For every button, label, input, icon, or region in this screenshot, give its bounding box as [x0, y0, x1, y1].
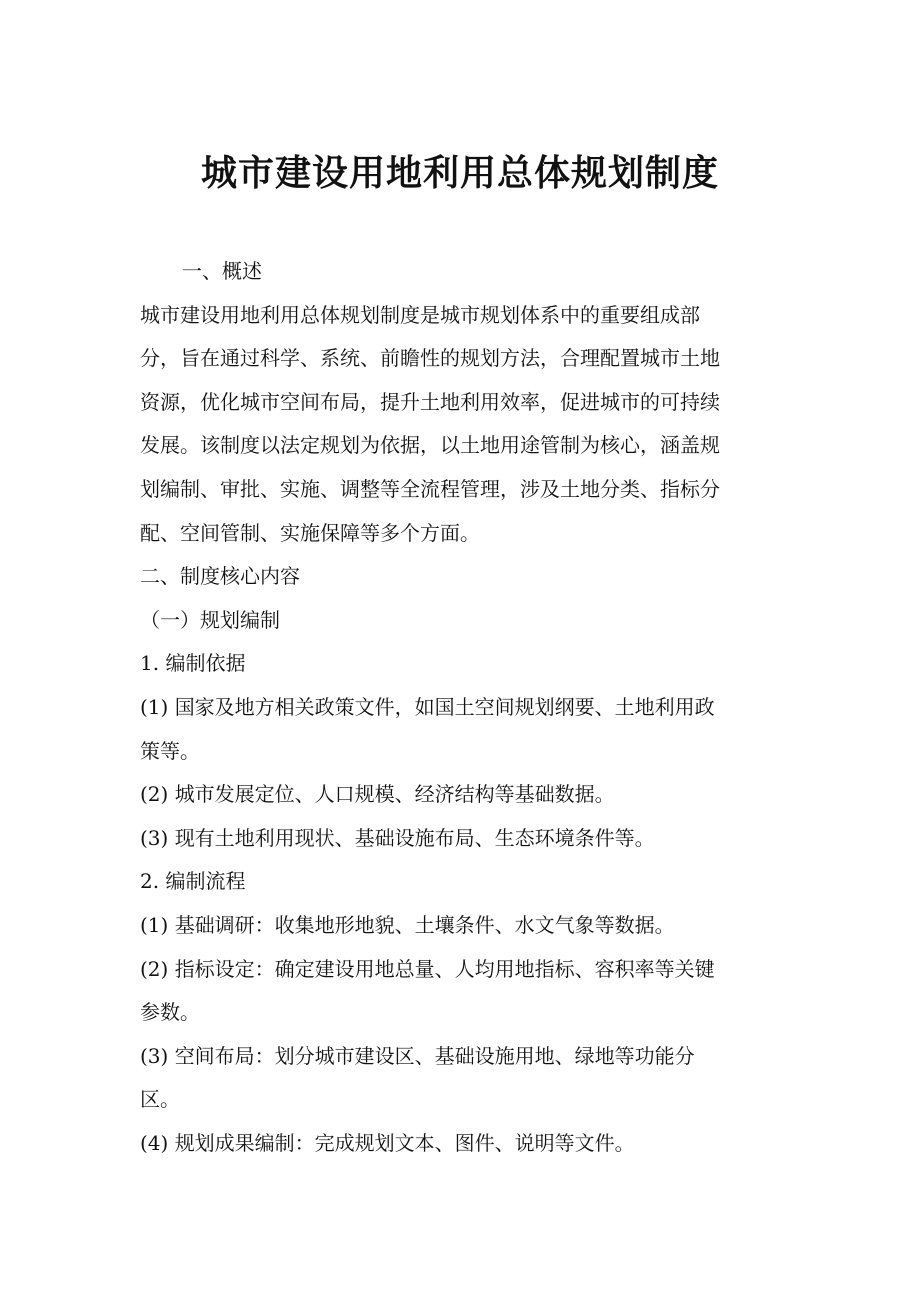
paragraph-line: 资源，优化城市空间布局，提升土地利用效率，促进城市的可持续: [140, 389, 720, 414]
item-heading-process: 2. 编制流程: [140, 869, 246, 894]
paragraph-line: 发展。该制度以法定规划为依据，以土地用途管制为核心，涵盖规: [140, 433, 720, 458]
list-item: (3) 现有土地利用现状、基础设施布局、生态环境条件等。: [140, 825, 655, 850]
section-heading-core-content: 二、制度核心内容: [140, 564, 300, 589]
list-item: (3) 空间布局：划分城市建设区、基础设施用地、绿地等功能分: [140, 1043, 695, 1068]
list-item: (1) 基础调研：收集地形地貌、土壤条件、水文气象等数据。: [140, 912, 675, 937]
list-item: (2) 指标设定：确定建设用地总量、人均用地指标、容积率等关键: [140, 956, 715, 981]
paragraph-line: 配、空间管制、实施保障等多个方面。: [140, 520, 480, 545]
list-item: (2) 城市发展定位、人口规模、经济结构等基础数据。: [140, 782, 615, 807]
document-title: 城市建设用地利用总体规划制度: [200, 153, 719, 194]
list-item: (4) 规划成果编制：完成规划文本、图件、说明等文件。: [140, 1130, 635, 1155]
list-item: (1) 国家及地方相关政策文件，如国土空间规划纲要、土地利用政: [140, 694, 715, 719]
paragraph-line: 划编制、审批、实施、调整等全流程管理，涉及土地分类、指标分: [140, 476, 720, 501]
item-heading-basis: 1. 编制依据: [140, 651, 246, 676]
paragraph-line: 分，旨在通过科学、系统、前瞻性的规划方法，合理配置城市土地: [140, 346, 720, 371]
list-item-continuation: 区。: [140, 1087, 180, 1112]
list-item-continuation: 参数。: [140, 1000, 200, 1025]
subsection-heading-planning: （一）规划编制: [140, 607, 280, 632]
section-heading-overview: 一、概述: [182, 259, 262, 283]
list-item-continuation: 策等。: [140, 738, 200, 763]
document-body: [140, 250, 772, 1165]
paragraph-line: 城市建设用地利用总体规划制度是城市规划体系中的重要组成部: [140, 302, 700, 327]
